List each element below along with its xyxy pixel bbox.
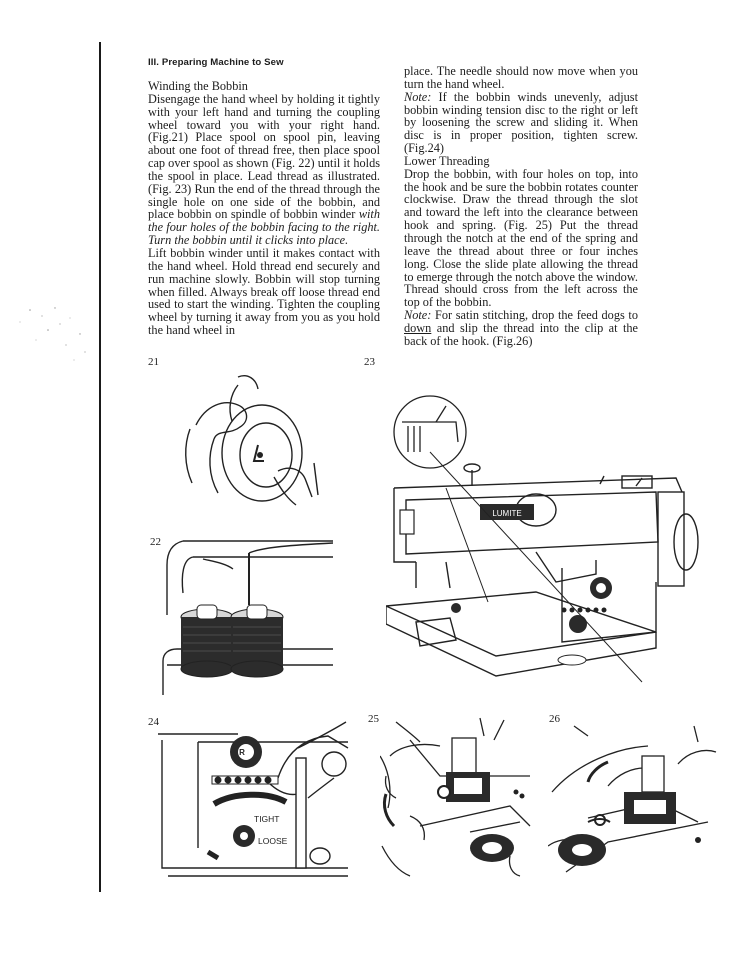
winding-text: Disengage the hand wheel by holding it tightly with your left hand and turning the coupling wheel toward you with your right hand. (Fig.21) Place spool on spool pin, leaving about one foot of thread free, then place spool cap over spool as shown (Fig. 22) until it holds the spool in place. Lead thread as illustrated. (Fig. 23) Run the end of the thread through the single hole on one side of the bobbin, and place bobbin on spindle of bobbin winder — [148, 91, 380, 222]
tight-label: TIGHT — [254, 814, 280, 824]
figure-23-sewing-machine-illustration — [386, 392, 704, 692]
winding-italic-text: with the four holes of the bobbin facing to the right. Turn the bobbin until it clicks into place. — [148, 207, 380, 248]
figure-24-bobbin-tension-illustration — [158, 718, 358, 878]
figure-26-feed-dogs-illustration — [548, 722, 718, 878]
loose-label: LOOSE — [258, 836, 288, 846]
section-title: III. Preparing Machine to Sew — [148, 57, 284, 68]
figure-number-25: 25 — [368, 713, 379, 725]
note-text: For satin stitching, drop the feed dogs to — [435, 308, 639, 323]
figure-number-26: 26 — [549, 713, 560, 725]
figure-22-spool-pins-illustration — [153, 535, 338, 695]
figure-number-24: 24 — [148, 716, 159, 728]
figure-number-21: 21 — [148, 356, 159, 368]
note-text: and slip the thread into the clip at the back of the hook. (Fig.26) — [404, 320, 638, 348]
winding-paragraph-1 — [148, 93, 380, 247]
continuation-paragraph: place. The needle should now move when you turn the hand wheel. — [404, 64, 638, 91]
figure-number-23: 23 — [364, 356, 375, 368]
scan-speckle-noise — [0, 290, 95, 380]
note-bobbin-tension — [404, 91, 638, 155]
page-binding-line — [99, 42, 101, 892]
lower-threading-paragraph: Drop the bobbin, with four holes on top, into the hook and be sure the bobbin rotates counter clockwise. Draw the thread through the slot and toward the left into the clearance between hook and spring. (Fig. 25) Put the thread through the notch at the end of the spring and leave the thread about three or four inches long. Close the slide plate allowing the thread to emerge through the notch above the window. Thread should cross from the left across the top of the bobbin. — [404, 166, 638, 310]
note-underlined-word: down — [404, 320, 432, 335]
note-text: If the bobbin winds unevenly, adjust bobbin winding tension disc to the right or left by loosening the screw and sliding it. When disc is in proper position, tighten screw. (Fig.24) — [404, 89, 638, 156]
note-label: Note: — [404, 308, 432, 323]
note-label: Note: — [404, 89, 432, 104]
figure-21-hand-wheel-illustration — [178, 365, 338, 510]
heading-winding-bobbin: Winding the Bobbin — [148, 79, 248, 93]
figure-number-22: 22 — [150, 536, 161, 548]
dial-letter: R — [239, 748, 245, 757]
figure-25-bobbin-insertion-illustration — [380, 716, 540, 878]
note-satin-stitching — [404, 309, 638, 348]
winding-paragraph-2: Lift bobbin winder until it makes contact with the hand wheel. Hold thread end securely and run machine slowly. Bobbin will stop turning when filled. Always break off loose thread end used to start the winding. Tighten the coupling wheel by turning it away from you as you hold the hand wheel in — [148, 245, 380, 338]
machine-brand-label: LUMITE — [492, 509, 522, 518]
left-text-column — [148, 80, 380, 337]
right-text-column — [404, 65, 638, 348]
heading-lower-threading: Lower Threading — [404, 153, 490, 168]
